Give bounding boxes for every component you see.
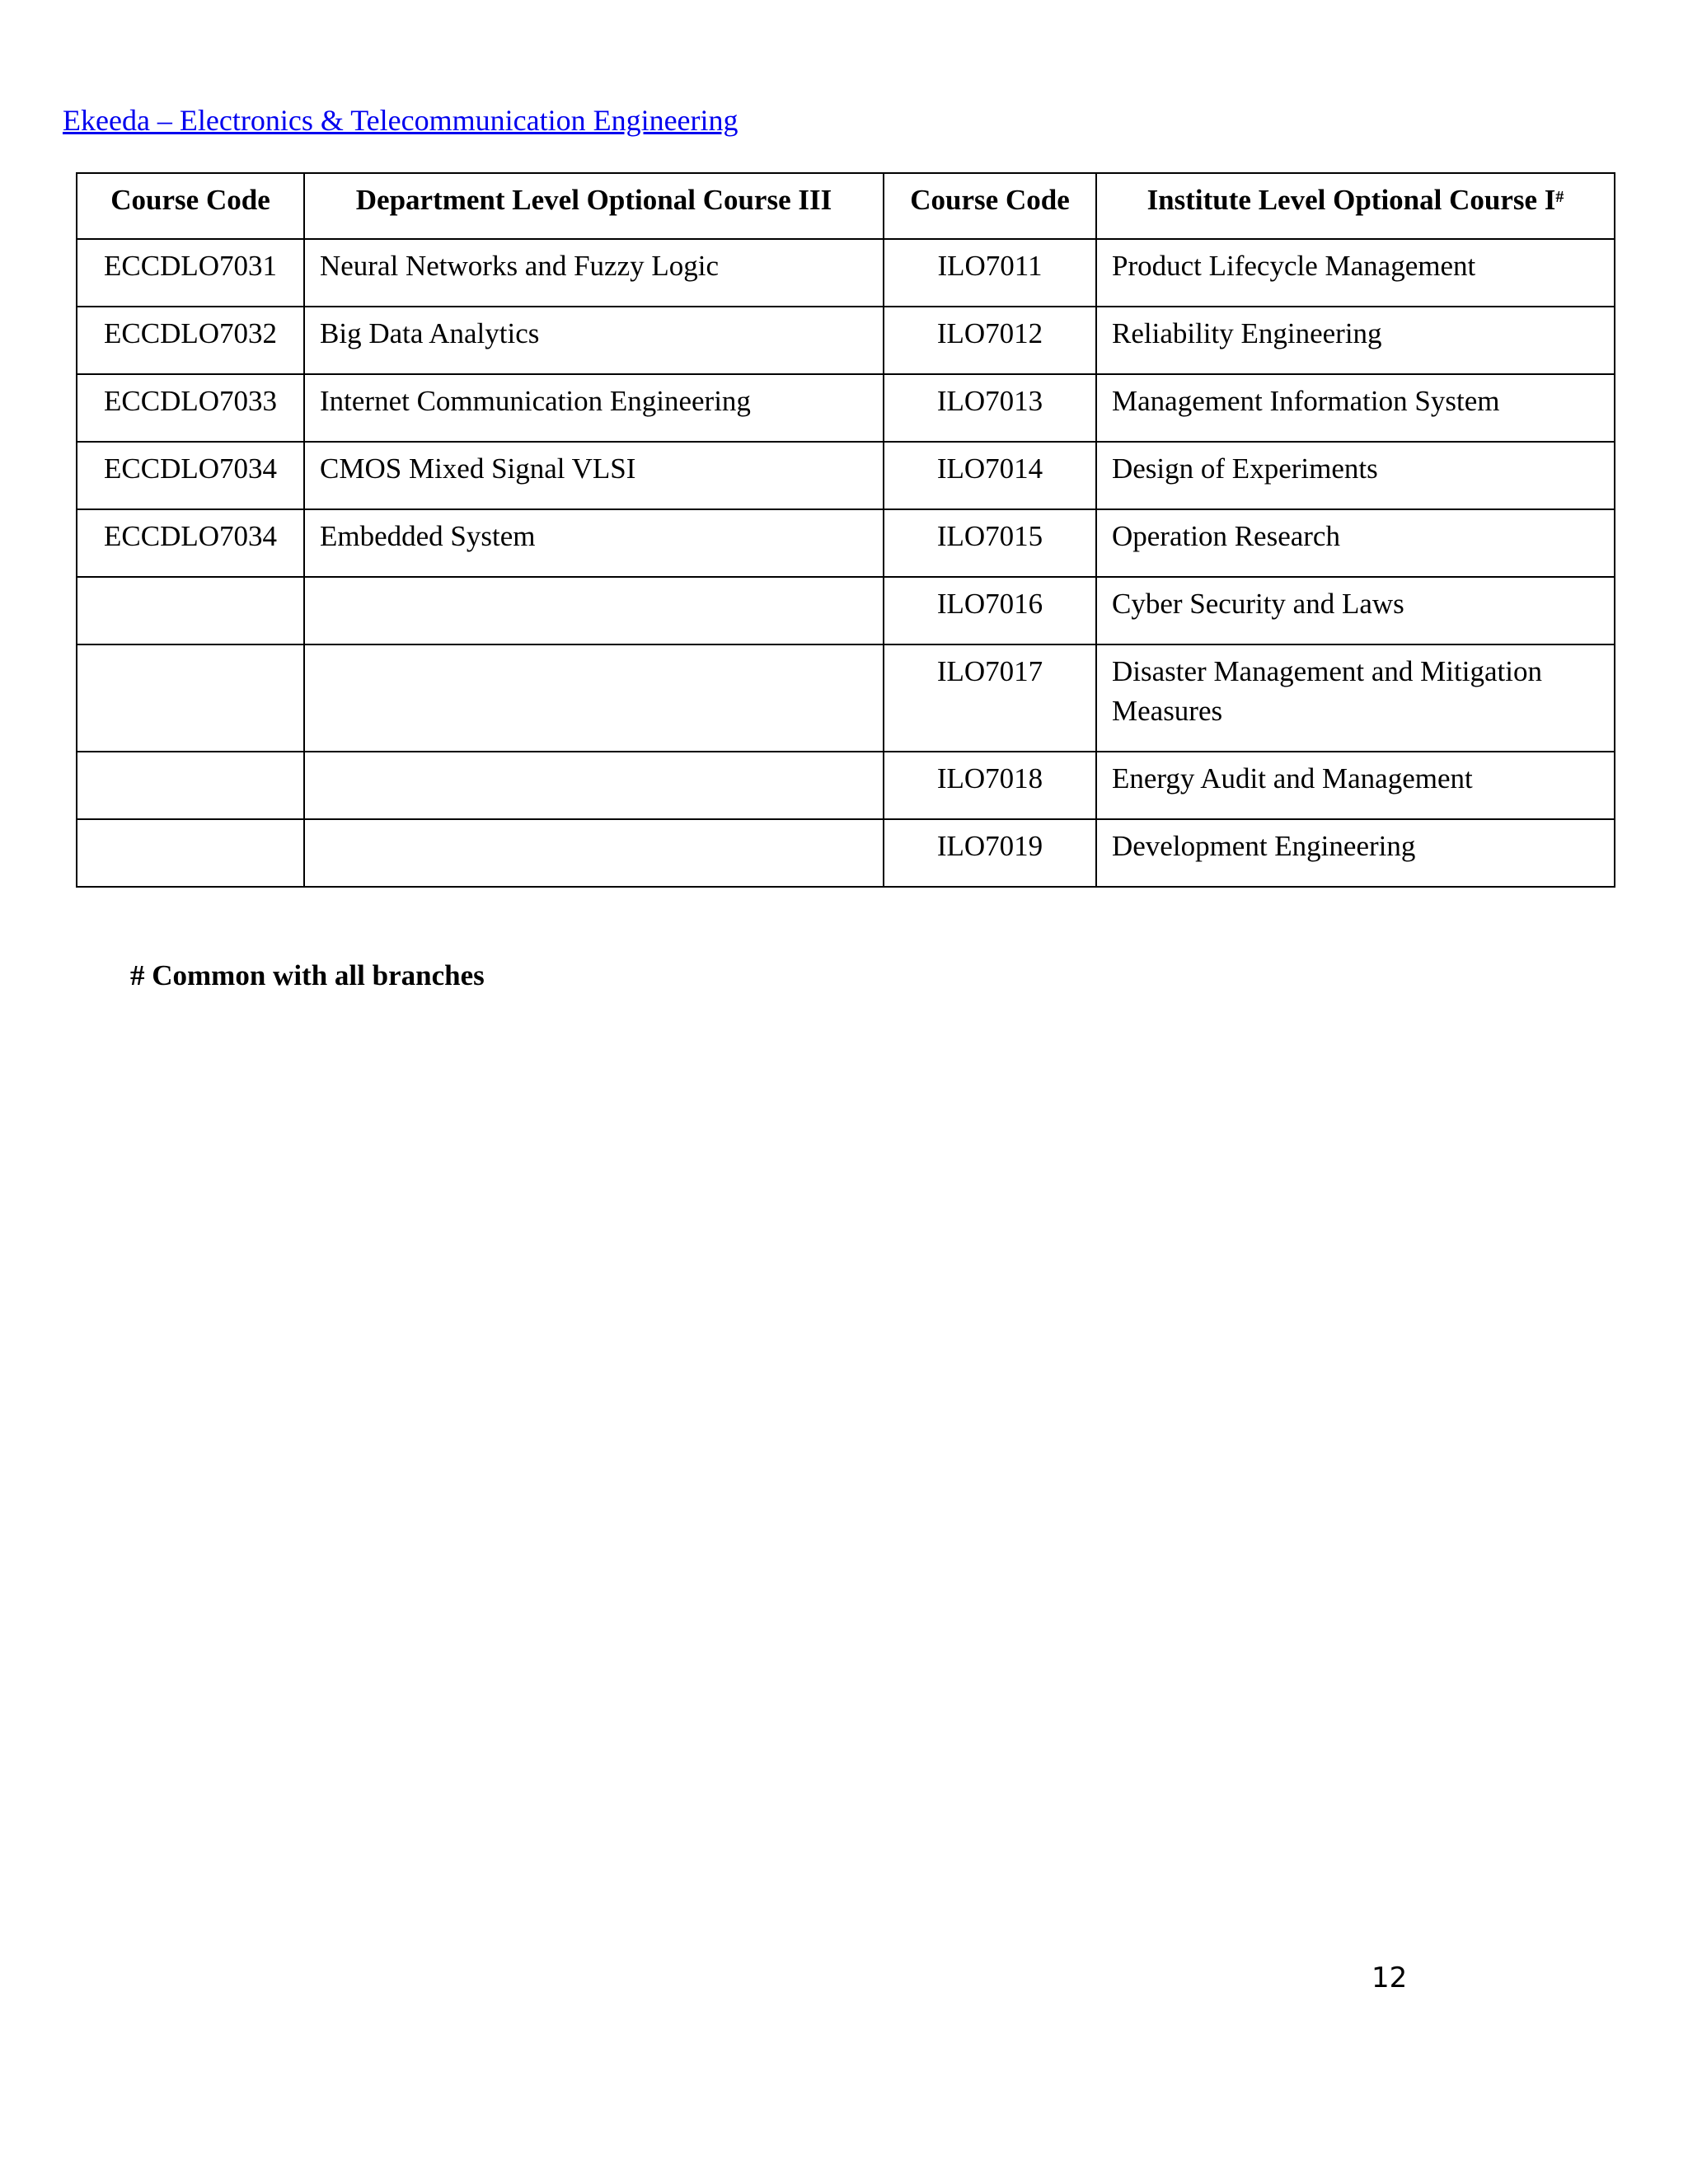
inst-course-code-cell: ILO7018 [884, 752, 1096, 819]
table-row [77, 819, 1615, 887]
table-row [77, 374, 1615, 442]
table-row [77, 442, 1615, 509]
dept-course-code-cell: ECCDLO7031 [77, 239, 304, 307]
header-inst-optional-course-label: Institute Level Optional Course I [1146, 184, 1556, 216]
dept-course-code-cell [77, 644, 304, 752]
dept-course-code-cell: ECCDLO7033 [77, 374, 304, 442]
course-table [76, 172, 1615, 888]
inst-course-code-cell: ILO7017 [884, 644, 1096, 752]
table-row [77, 752, 1615, 819]
inst-course-name-cell: Design of Experiments [1096, 442, 1615, 509]
table-row [77, 509, 1615, 577]
inst-course-code-cell: ILO7013 [884, 374, 1096, 442]
dept-course-code-cell [77, 577, 304, 644]
dept-course-name-cell: CMOS Mixed Signal VLSI [304, 442, 884, 509]
dept-course-name-cell: Internet Communication Engineering [304, 374, 884, 442]
inst-course-code-cell: ILO7011 [884, 239, 1096, 307]
dept-course-name-cell: Neural Networks and Fuzzy Logic [304, 239, 884, 307]
inst-course-code-cell: ILO7014 [884, 442, 1096, 509]
header-inst-course-code: Course Code [884, 173, 1096, 239]
inst-course-name-cell: Disaster Management and Mitigation Measures [1096, 644, 1615, 752]
inst-course-name-cell: Product Lifecycle Management [1096, 239, 1615, 307]
inst-course-name-cell: Management Information System [1096, 374, 1615, 442]
table-row [77, 307, 1615, 374]
inst-course-name-cell: Reliability Engineering [1096, 307, 1615, 374]
page-number: 12 [1372, 1961, 1408, 1994]
inst-course-code-cell: ILO7016 [884, 577, 1096, 644]
inst-course-code-cell: ILO7012 [884, 307, 1096, 374]
dept-course-code-cell: ECCDLO7032 [77, 307, 304, 374]
header-dept-optional-course: Department Level Optional Course III [304, 173, 884, 239]
footnote-marker: # [1555, 188, 1564, 206]
dept-course-name-cell: Embedded System [304, 509, 884, 577]
inst-course-code-cell: ILO7019 [884, 819, 1096, 887]
header-dept-course-code: Course Code [77, 173, 304, 239]
dept-course-code-cell [77, 752, 304, 819]
header-inst-optional-course [1096, 173, 1615, 239]
dept-course-code-cell: ECCDLO7034 [77, 442, 304, 509]
inst-course-name-cell: Cyber Security and Laws [1096, 577, 1615, 644]
table-row [77, 644, 1615, 752]
table-row [77, 239, 1615, 307]
inst-course-name-cell: Development Engineering [1096, 819, 1615, 887]
table-row [77, 577, 1615, 644]
dept-course-code-cell [77, 819, 304, 887]
dept-course-name-cell [304, 577, 884, 644]
inst-course-code-cell: ILO7015 [884, 509, 1096, 577]
inst-course-name-cell: Energy Audit and Management [1096, 752, 1615, 819]
dept-course-code-cell: ECCDLO7034 [77, 509, 304, 577]
header-link[interactable]: Ekeeda – Electronics & Telecommunication Engineering [63, 104, 738, 137]
table-header-row [77, 173, 1615, 239]
inst-course-name-cell: Operation Research [1096, 509, 1615, 577]
dept-course-name-cell [304, 819, 884, 887]
footnote: # Common with all branches [130, 959, 485, 991]
dept-course-name-cell [304, 644, 884, 752]
dept-course-name-cell: Big Data Analytics [304, 307, 884, 374]
dept-course-name-cell [304, 752, 884, 819]
